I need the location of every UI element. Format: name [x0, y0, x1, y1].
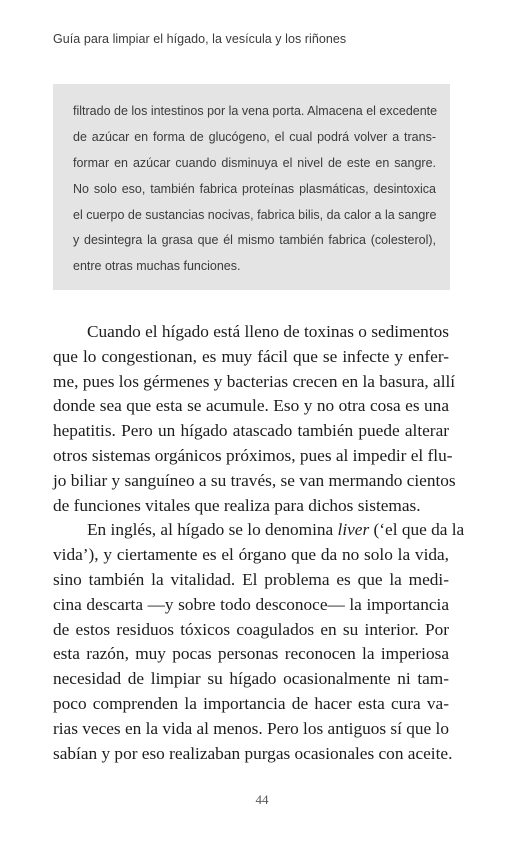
page-number: 44	[255, 792, 269, 807]
body-line: de funciones vitales que realiza para dichos sistemas.	[53, 495, 421, 515]
body-text-segment: (‘el que da la	[369, 520, 465, 540]
body-line: esta razón, muy pocas personas reconocen la imperiosa	[53, 644, 449, 664]
note-line: y desintegra la grasa que él mismo también fabrica (colesterol),	[73, 233, 436, 248]
note-line: entre otras muchas funciones.	[73, 259, 241, 274]
running-head: Guía para limpiar el hígado, la vesícula y los riñones	[53, 32, 347, 46]
body-line: vida’), y ciertamente es el órgano que da no solo la vida,	[53, 545, 449, 565]
body-line: que lo congestionan, es muy fácil que se infecte y enfer-	[53, 346, 449, 366]
body-text-segment: En inglés, al hígado se lo denomina	[87, 520, 338, 540]
body-line: jo biliar y sanguíneo a su través, se van mermando cientos	[53, 470, 456, 490]
body-line: cina descarta —y sobre todo desconoce— la importancia	[53, 594, 449, 614]
note-line: de azúcar en forma de glucógeno, el cual podrá volver a trans-	[73, 129, 436, 144]
body-line-with-italic	[53, 518, 465, 543]
note-box	[53, 84, 450, 290]
body-line: Cuando el hígado está lleno de toxinas o sedimentos	[87, 322, 449, 341]
body-line: rias veces en la vida al menos. Pero los antiguos sí que lo	[53, 718, 449, 738]
italic-term: liver	[337, 520, 370, 540]
body-text	[53, 320, 465, 766]
body-line: sino también la vitalidad. El problema es que la medi-	[53, 569, 449, 589]
body-line: donde sea que esta se acumule. Eso y no otra cosa es una	[53, 396, 449, 416]
note-line: No solo eso, también fabrica proteínas plasmáticas, desintoxica	[73, 181, 436, 196]
body-line: poco comprenden la importancia de hacer esta cura va-	[53, 693, 449, 713]
note-line: filtrado de los intestinos por la vena porta. Almacena el excedente	[73, 104, 438, 118]
note-line: el cuerpo de sustancias nocivas, fabrica bilis, da calor a la sangre	[73, 207, 437, 222]
note-line: formar en azúcar cuando disminuya el nivel de este en sangre.	[73, 155, 436, 170]
body-line: sabían y por eso realizaban purgas ocasionales con aceite.	[53, 743, 453, 763]
body-line: de estos residuos tóxicos coagulados en su interior. Por	[53, 619, 449, 639]
body-line: hepatitis. Pero un hígado atascado también puede alterar	[53, 421, 449, 441]
body-line: necesidad de limpiar su hígado ocasionalmente ni tam-	[53, 669, 449, 689]
body-line: me, pues los gérmenes y bacterias crecen en la basura, allí	[53, 371, 456, 391]
body-line: otros sistemas orgánicos próximos, pues al impedir el flu-	[53, 445, 453, 465]
